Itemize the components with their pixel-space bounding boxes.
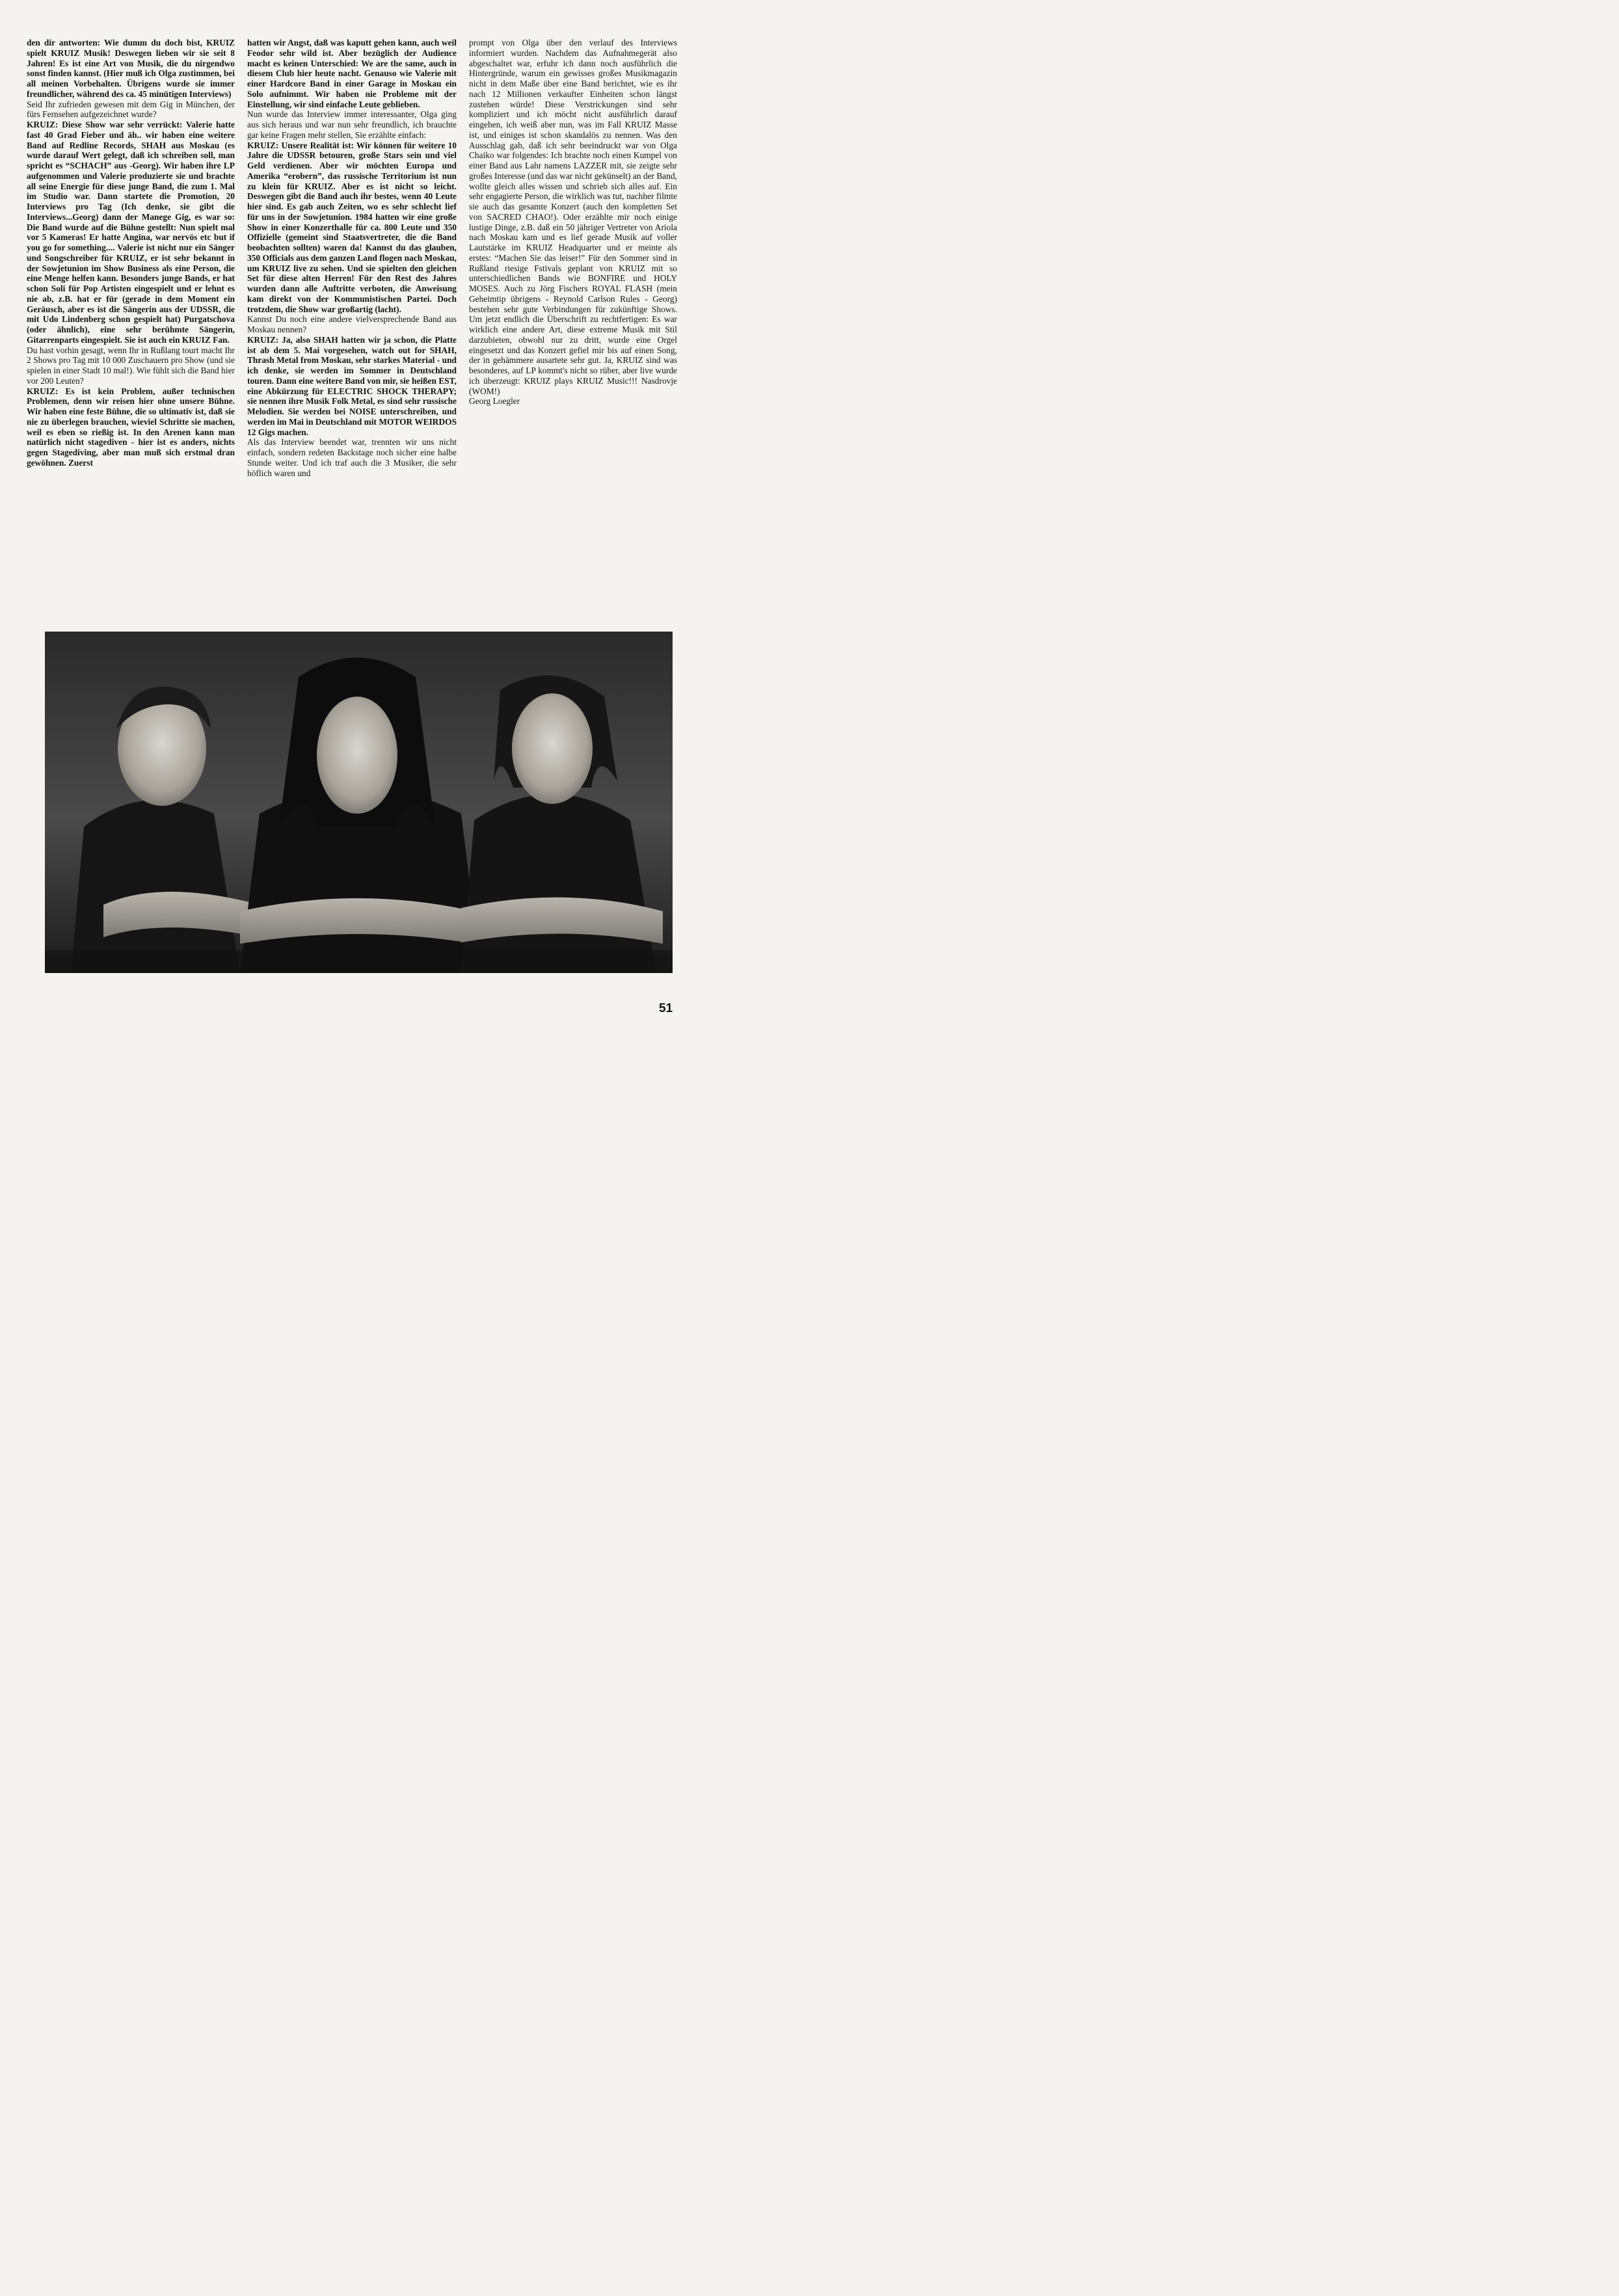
paragraph: KRUIZ: Diese Show war sehr verrückt: Valerie hatte fast 40 Grad Fieber und äh.. wir haben eine weitere Band auf Redline Records, SHAH aus Moskau (es wurde darauf Wert gelegt, daß ich schreiben soll, man spricht es “SCHACH” aus -Georg). Wir haben ihre LP aufgenommen und Valerie produzierte sie und brachte all seine Energie für diese junge Band, die zum 1. Mal im Studio war. Dann startete die Promotion, 20 Interviews pro Tag (Ich denke, sie gibt die Interviews...Georg) dann der Manege Gig, es war so: Die Band wurde auf die Bühne gestellt: Nun spielt mal vor 5 Kameras! Er hatte Angina, war nervös etc but if you go for something.... Valerie ist nicht nur ein Sänger und Songschreiber für KRUIZ, er ist sehr bekannt in der Sowjetunion im Show Business als eine Person, die eine Menge helfen kann. Besonders junge Bands, er hat schon Soli für Pop Artisten eingespielt und er lehnt es nie ab, z.B. hat er für (gerade in dem Moment ein Geräusch, aber es ist die Sängerin aus der UDSSR, die mit Udo Lindenberg schon gespielt hat) Purgatschova (oder ähnlich), eine sehr berühmte Sängerin, Gitarrenparts eingespielt. Sie ist auch ein KRUIZ Fan. bbox=[27, 120, 235, 345]
article-column-2 bbox=[247, 38, 457, 478]
paragraph: KRUIZ: Es ist kein Problem, außer technischen Problemen, denn wir reisen hier ohne unsere Bühne. Wir haben eine feste Bühne, die so ultimativ ist, daß sie nie zu überlegen brauchen, wieviel Schritte sie machen, weil es eben so rießig ist. In den Arenen kann man natürlich nicht stagediven - hier ist es anders, nichts gegen Stagediving, aber man muß sich erstmal dran gewöhnen. Zuerst bbox=[27, 386, 235, 468]
paragraph: Nun wurde das Interview immer interessanter, Olga ging aus sich heraus und war nun sehr freundlich, ich brauchte gar keine Fragen mehr stellen, Sie erzählte einfach: bbox=[247, 109, 457, 140]
paragraph: hatten wir Angst, daß was kaputt gehen kann, auch weil Feodor sehr wild ist. Aber bezüglich der Audience macht es keinen Unterschied: We are the same, auch in diesem Club hier heute nacht. Genauso wie Valerie mit einer Hardcore Band in einer Garage in Moskau ein Solo aufnimmt. Wir haben nie Probleme mit der Einstellung, wir sind einfache Leute geblieben. bbox=[247, 38, 457, 109]
author-signature: Georg Loegler bbox=[469, 396, 520, 407]
article-column-1 bbox=[27, 38, 235, 468]
band-photo bbox=[45, 632, 673, 973]
page-number: 51 bbox=[659, 1002, 673, 1015]
paragraph: Seid Ihr zufrieden gewesen mit dem Gig in München, der fürs Fernsehen aufgezeichnet wurde? bbox=[27, 99, 235, 120]
paragraph: KRUIZ: Unsere Realität ist: Wir können für weitere 10 Jahre die UDSSR betouren, große Stars sein und viel Geld verdienen. Aber wir möchten Europa und Amerika “erobern”, das russische Territorium ist nun zu klein für KRUIZ. Aber es ist nicht so leicht. Deswegen gibt die Band auch ihr bestes, wenn 40 Leute hier sind. Es gab auch Zeiten, wo es sehr schlecht lief für uns in der Sowjetunion. 1984 hatten wir eine große Show in einer Konzerthalle für ca. 800 Leute und 350 Offizielle (gemeint sind Staatsvertreter, die die Band beobachten sollten) waren da! Kannst du das glauben, 350 Officials aus dem ganzen Land flogen nach Moskau, um KRUIZ live zu sehen. Und sie spielten den gleichen Set für diese alten Herren! Für den Rest des Jahres wurden dann alle Auftritte verboten, die Anweisung kam direkt von der Kommunistischen Partei. Doch trotzdem, die Show war großartig (lacht). bbox=[247, 140, 457, 314]
paragraph: Du hast vorhin gesagt, wenn Ihr in Rußlang tourt macht Ihr 2 Shows pro Tag mit 10 000 Zuschauern pro Show (und sie spielen in einer Stadt 10 mal!). Wie fühlt sich die Band hier vor 200 Leuten? bbox=[27, 345, 235, 386]
paragraph: KRUIZ: Ja, also SHAH hatten wir ja schon, die Platte ist ab dem 5. Mai vorgesehen, watch out for SHAH, Thrash Metal from Moskau, sehr starkes Material - und ich denke, sie werden im Sommer in Deutschland touren. Dann eine weitere Band von mir, sie heißen EST, eine Abkürzung für ELECTRIC SHOCK THERAPY; sie nennen ihre Musik Folk Metal, es sind sehr russische Melodien. Sie werden bei NOISE unterschreiben, und werden im Mai in Deutschland mit MOTOR WEIRDOS 12 Gigs machen. bbox=[247, 334, 457, 437]
paragraph: Kannst Du noch eine andere vielversprechende Band aus Moskau nennen? bbox=[247, 314, 457, 334]
band-photo-icon bbox=[45, 632, 673, 973]
paragraph: prompt von Olga über den verlauf des Interviews informiert wurden. Nachdem das Aufnahmegerät also abgeschaltet war, erfuhr ich dann noch ausführlich die Hintergründe, warum ein gewisses großes Musikmagazin nicht in dem Maße über eine Band berichtet, wie es ihr nach 12 Millionen verkaufter Einheiten schon längst zustehen würde! Diese Verstrickungen sind sehr kompliziert und ich möcht nicht ausführlich darauf eingehen, ich weiß aber nun, was im Fall KRUIZ Masse ist, und einiges ist schon skandalös zu nennen. Was den Ausschlag gab, daß ich sehr beeindruckt war von Olga Chaiko war folgendes: Ich brachte noch einen Kumpel von einer Band aus Lahr namens LAZZER mit, sie zeigte sehr großes Interesse (und das war nicht gekünselt) an der Band, wollte gleich alles wissen und schrieb sich alles auf. Ein sehr engagierte Person, die wirklich was tut, nachher filmte sie auch das gesamte Konzert (auch den kompletten Set von SACRED CHAO!). Oder erzählte mir noch einige lustige Dinge, z.B. daß ein 50 jähriger Vertreter von Ariola nach Moskau kam und es lief gerade Musik auf voller Lautstärke im KRUIZ Headquarter und er meinte als erstes: “Machen Sie das leiser!” Für den Sommer sind in Rußland riesige Fstivals geplant von KRUIZ mit so unterschiedlichen Bands wie BONFIRE und HOLY MOSES. Auch zu Jörg Fischers ROYAL FLASH (mein Geheimtip übrigens - Reynold Carlson Rules - Georg) bestehen sehr gute Verbindungen für zukünftige Shows. Um jetzt endlich die Überschrift zu rechtfertigen: Es war wirklich eine andere Art, diese extreme Musik mit Stil darzubieten, obwohl nur zu dritt, wurde eine Orgel eingesetzt und das Konzert gefiel mir bis auf einen Song, der in gehämmere ausartete sehr gut. Ja, KRUIZ sind was besonderes, auf LP kommt's nicht so rüber, aber live wurde ich überzeugt: KRUIZ plays KRUIZ Music!!! Nasdrovje (WOM!) bbox=[469, 38, 677, 396]
article-column-3 bbox=[469, 38, 677, 407]
paragraph: den dir antworten: Wie dumm du doch bist, KRUIZ spielt KRUIZ Musik! Deswegen lieben wir sie seit 8 Jahren! Es ist eine Art von Musik, die du nirgendwo sonst finden kannst. (Hier muß ich Olga zustimmen, bei all meinen Vorbehalten. Übrigens wurde sie immer freundlicher, während des ca. 45 minütigen Interviews) bbox=[27, 38, 235, 99]
paragraph: Als das Interview beendet war, trennten wir uns nicht einfach, sondern redeten Backstage noch sicher eine halbe Stunde weiter. Und ich traf auch die 3 Musiker, die sehr höflich waren und bbox=[247, 437, 457, 478]
